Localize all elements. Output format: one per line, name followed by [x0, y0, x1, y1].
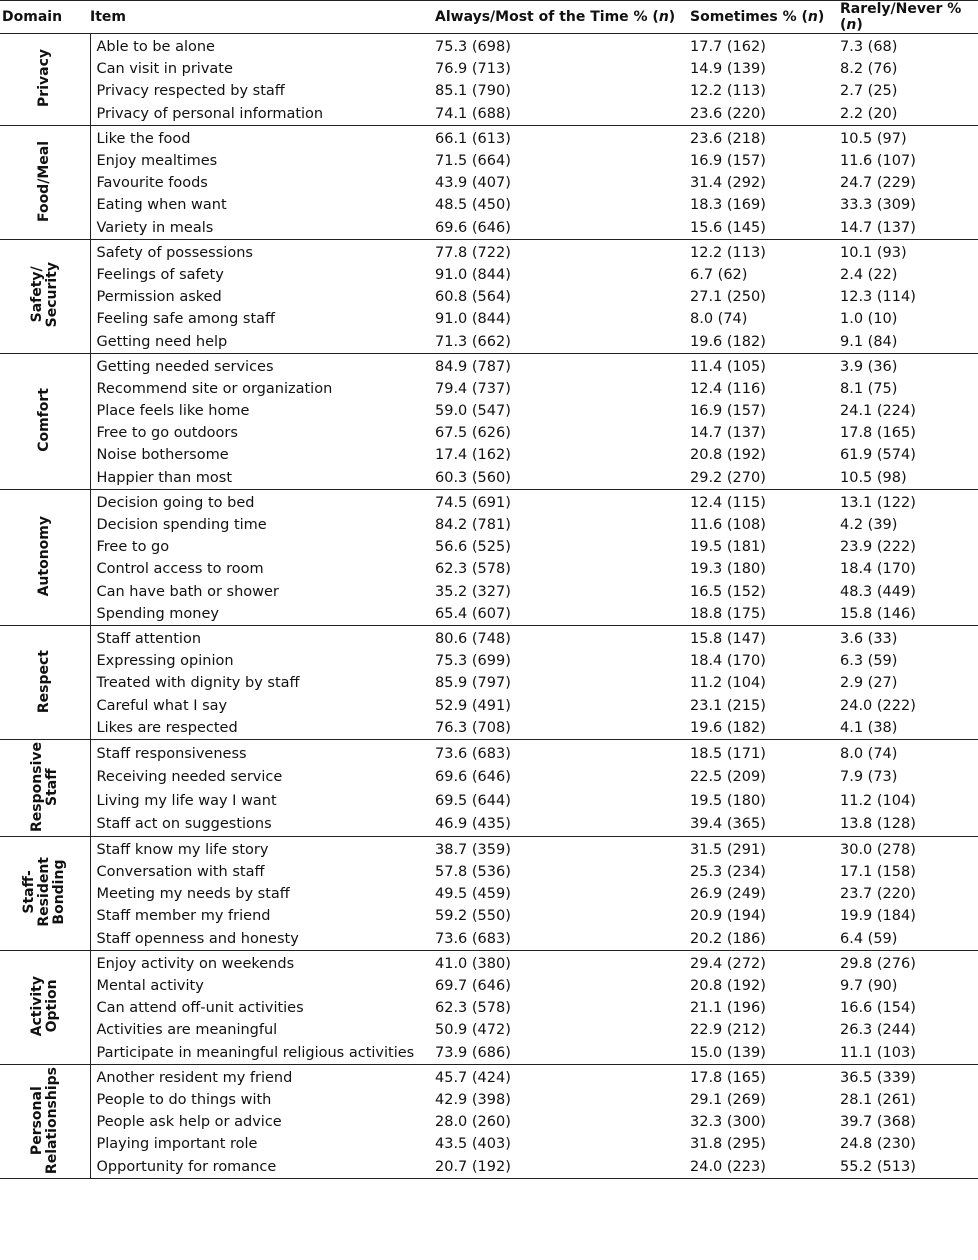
domain-cell: [0, 625, 90, 739]
rarely-cell: 24.8 (230): [840, 1136, 916, 1153]
table-row: [0, 286, 978, 308]
table-row: [0, 1111, 978, 1133]
table-row: [0, 378, 978, 400]
item-cell: People to do things with: [90, 1089, 435, 1111]
rarely-cell: 24.0 (222): [840, 697, 916, 714]
rarely-cell: 10.1 (93): [840, 244, 907, 261]
rarely-cell: 8.1 (75): [840, 380, 898, 397]
domain-label: Responsive Staff: [28, 741, 60, 832]
always-cell: 84.9 (787): [435, 358, 511, 375]
always-cell: 65.4 (607): [435, 603, 690, 626]
sometimes-cell: 20.8 (192): [690, 447, 766, 464]
item-cell: Receiving needed service: [90, 765, 435, 788]
item-cell: Activities are meaningful: [90, 1019, 435, 1041]
sometimes-cell: 12.2 (113): [690, 83, 766, 100]
always-cell: 35.2 (327): [435, 583, 511, 600]
always-cell: 91.0 (844): [435, 266, 511, 283]
rarely-cell: 2.4 (22): [840, 266, 898, 283]
rarely-cell: 24.7 (229): [840, 175, 916, 192]
table-row: [0, 103, 978, 126]
rarely-cell: 39.7 (368): [840, 1114, 916, 1131]
domain-cell: [0, 489, 90, 625]
domain-label: Staff- Resident Bonding: [21, 857, 68, 928]
rarely-cell: 30.0 (278): [840, 841, 916, 858]
table-row: [0, 330, 978, 353]
table-row: [0, 400, 978, 422]
always-cell: 48.5 (450): [435, 197, 511, 214]
always-cell: 62.3 (578): [435, 561, 511, 578]
always-cell: 59.2 (550): [435, 908, 511, 925]
sometimes-cell: 15.0 (139): [690, 1041, 840, 1064]
domain-cell: [0, 125, 90, 239]
always-cell: 41.0 (380): [435, 955, 511, 972]
table-row: [0, 975, 978, 997]
sometimes-cell: 22.5 (209): [690, 769, 766, 786]
always-cell: 69.6 (646): [435, 769, 511, 786]
sometimes-cell: 19.5 (181): [690, 539, 766, 556]
rarely-cell: 23.7 (220): [840, 886, 916, 903]
item-cell: Favourite foods: [90, 172, 435, 194]
rarely-cell: 55.2 (513): [840, 1155, 978, 1178]
rarely-cell: 29.8 (276): [840, 955, 916, 972]
sometimes-cell: 31.5 (291): [690, 841, 766, 858]
rarely-cell: 11.1 (103): [840, 1041, 978, 1064]
sometimes-cell: 14.7 (137): [690, 425, 766, 442]
rarely-cell: 23.9 (222): [840, 539, 916, 556]
domain-cell: [0, 836, 90, 950]
domain-label: Personal Relationships: [28, 1066, 60, 1174]
item-cell: Decision going to bed: [90, 489, 435, 514]
sometimes-cell: 29.1 (269): [690, 1091, 766, 1108]
table-row: [0, 997, 978, 1019]
sometimes-cell: 18.5 (171): [690, 745, 766, 762]
always-cell: 76.9 (713): [435, 61, 511, 78]
item-cell: Noise bothersome: [90, 444, 435, 466]
rarely-cell: 15.8 (146): [840, 603, 978, 626]
sometimes-cell: 18.3 (169): [690, 197, 766, 214]
rarely-cell: 6.4 (59): [840, 928, 978, 951]
table-row: [0, 812, 978, 836]
sometimes-cell: 18.4 (170): [690, 653, 766, 670]
item-cell: Recommend site or organization: [90, 378, 435, 400]
header-close-paren: ): [817, 9, 825, 25]
always-cell: 71.3 (662): [435, 330, 690, 353]
always-cell: 69.6 (646): [435, 217, 690, 240]
table-row: [0, 928, 978, 951]
always-cell: 17.4 (162): [435, 447, 511, 464]
rarely-cell: 7.9 (73): [840, 769, 898, 786]
always-cell: 77.8 (722): [435, 244, 511, 261]
table-row: [0, 125, 978, 150]
always-cell: 59.0 (547): [435, 403, 511, 420]
always-cell: 80.6 (748): [435, 630, 511, 647]
item-cell: Able to be alone: [90, 34, 435, 59]
sometimes-cell: 29.2 (270): [690, 467, 840, 490]
table-row: [0, 239, 978, 264]
item-cell: People ask help or advice: [90, 1111, 435, 1133]
sometimes-cell: 22.9 (212): [690, 1022, 766, 1039]
always-cell: 73.6 (683): [435, 745, 511, 762]
rarely-cell: 61.9 (574): [840, 447, 916, 464]
table-row: [0, 80, 978, 102]
table-row: [0, 150, 978, 172]
sometimes-cell: 17.8 (165): [690, 1069, 766, 1086]
sometimes-cell: 20.8 (192): [690, 978, 766, 994]
header-row: [0, 1, 978, 34]
sometimes-cell: 21.1 (196): [690, 1000, 766, 1017]
domain-cell: [0, 353, 90, 489]
item-cell: Playing important role: [90, 1133, 435, 1155]
always-cell: 62.3 (578): [435, 1000, 511, 1017]
always-cell: 74.1 (688): [435, 103, 690, 126]
rarely-cell: 3.6 (33): [840, 630, 898, 647]
always-cell: 76.3 (708): [435, 717, 690, 740]
domain-label: Respect: [36, 649, 53, 713]
table-row: [0, 905, 978, 927]
item-cell: Decision spending time: [90, 514, 435, 536]
always-cell: 52.9 (491): [435, 697, 511, 714]
table-row: [0, 58, 978, 80]
item-cell: Privacy respected by staff: [90, 80, 435, 102]
rarely-cell: 2.2 (20): [840, 103, 978, 126]
rarely-cell: 10.5 (97): [840, 130, 907, 147]
table-row: [0, 1133, 978, 1155]
always-cell: 71.5 (664): [435, 153, 511, 170]
table-row: [0, 603, 978, 626]
table-row: [0, 489, 978, 514]
always-cell: 43.5 (403): [435, 1136, 511, 1153]
sometimes-cell: 23.1 (215): [690, 697, 766, 714]
sometimes-cell: 12.4 (116): [690, 380, 766, 397]
table-row: [0, 789, 978, 812]
sometimes-cell: 19.5 (180): [690, 792, 766, 809]
table-row: [0, 1019, 978, 1041]
header-n: n: [846, 17, 857, 33]
table-row: [0, 1089, 978, 1111]
always-cell: 79.4 (737): [435, 380, 511, 397]
item-cell: Opportunity for romance: [90, 1155, 435, 1178]
table-row: [0, 717, 978, 740]
table-row: [0, 739, 978, 765]
always-cell: 50.9 (472): [435, 1022, 511, 1039]
sometimes-cell: 6.7 (62): [690, 266, 748, 283]
table-row: [0, 1064, 978, 1089]
rarely-cell: 33.3 (309): [840, 197, 916, 214]
sometimes-cell: 32.3 (300): [690, 1114, 766, 1131]
item-cell: Free to go: [90, 536, 435, 558]
always-cell: 38.7 (359): [435, 841, 511, 858]
item-cell: Variety in meals: [90, 217, 435, 240]
table-body: [0, 34, 978, 1179]
item-cell: Place feels like home: [90, 400, 435, 422]
domain-cell: [0, 239, 90, 353]
item-cell: Mental activity: [90, 975, 435, 997]
rarely-cell: 28.1 (261): [840, 1091, 916, 1108]
always-cell: 75.3 (699): [435, 653, 511, 670]
sometimes-cell: 15.8 (147): [690, 630, 766, 647]
item-cell: Can visit in private: [90, 58, 435, 80]
item-cell: Another resident my friend: [90, 1064, 435, 1089]
rarely-cell: 16.6 (154): [840, 1000, 916, 1017]
table-row: [0, 650, 978, 672]
sometimes-cell: 11.4 (105): [690, 358, 766, 375]
sometimes-cell: 24.0 (223): [690, 1155, 840, 1178]
always-cell: 20.7 (192): [435, 1155, 690, 1178]
header-always-label: Always/Most of the Time % (: [435, 9, 659, 25]
sometimes-cell: 14.9 (139): [690, 61, 766, 78]
item-cell: Can attend off-unit activities: [90, 997, 435, 1019]
rarely-cell: 8.0 (74): [840, 745, 898, 762]
table-row: [0, 581, 978, 603]
sometimes-cell: 19.3 (180): [690, 561, 766, 578]
table-row: [0, 694, 978, 716]
item-cell: Staff know my life story: [90, 836, 435, 861]
domain-label: Safety/ Security: [28, 262, 60, 328]
item-cell: Permission asked: [90, 286, 435, 308]
item-cell: Staff openness and honesty: [90, 928, 435, 951]
always-cell: 85.1 (790): [435, 83, 511, 100]
domain-cell: [0, 1064, 90, 1178]
always-cell: 56.6 (525): [435, 539, 511, 556]
sometimes-cell: 26.9 (249): [690, 886, 766, 903]
sometimes-cell: 17.7 (162): [690, 39, 766, 56]
header-close-paren: ): [856, 17, 863, 33]
sometimes-cell: 27.1 (250): [690, 289, 766, 306]
table-row: [0, 514, 978, 536]
table-row: [0, 950, 978, 975]
rarely-cell: 19.9 (184): [840, 908, 916, 925]
item-cell: Staff act on suggestions: [90, 812, 435, 836]
sometimes-cell: 18.8 (175): [690, 603, 840, 626]
table-row: [0, 194, 978, 216]
sometimes-cell: 31.4 (292): [690, 175, 766, 192]
rarely-cell: 13.1 (122): [840, 494, 916, 511]
always-cell: 74.5 (691): [435, 494, 511, 511]
item-cell: Living my life way I want: [90, 789, 435, 812]
item-cell: Control access to room: [90, 558, 435, 580]
item-cell: Participate in meaningful religious activities: [90, 1041, 435, 1064]
item-cell: Feeling safe among staff: [90, 308, 435, 330]
always-cell: 67.5 (626): [435, 425, 511, 442]
sometimes-cell: 23.6 (218): [690, 130, 766, 147]
domain-cell: [0, 739, 90, 836]
rarely-cell: 24.1 (224): [840, 403, 916, 420]
rarely-cell: 17.8 (165): [840, 425, 916, 442]
domain-label: Autonomy: [36, 516, 53, 597]
header-close-paren: ): [668, 9, 676, 25]
item-cell: Staff attention: [90, 625, 435, 650]
domain-cell: [0, 950, 90, 1064]
rarely-cell: 8.2 (76): [840, 61, 898, 78]
item-cell: Staff responsiveness: [90, 739, 435, 765]
rarely-cell: 9.7 (90): [840, 978, 898, 994]
item-cell: Getting needed services: [90, 353, 435, 378]
rarely-cell: 2.7 (25): [840, 83, 898, 100]
domain-label: Comfort: [36, 388, 53, 453]
rarely-cell: 10.5 (98): [840, 467, 978, 490]
table-row: [0, 625, 978, 650]
table-row: [0, 34, 978, 59]
item-cell: Careful what I say: [90, 694, 435, 716]
sometimes-cell: 8.0 (74): [690, 311, 748, 328]
always-cell: 60.8 (564): [435, 289, 511, 306]
table-row: [0, 861, 978, 883]
sometimes-cell: 20.2 (186): [690, 928, 840, 951]
always-cell: 28.0 (260): [435, 1114, 511, 1131]
item-cell: Safety of possessions: [90, 239, 435, 264]
table-row: [0, 1041, 978, 1064]
rarely-cell: 11.6 (107): [840, 153, 916, 170]
table-row: [0, 836, 978, 861]
header-always: [435, 1, 690, 34]
rarely-cell: 4.1 (38): [840, 717, 978, 740]
sometimes-cell: 25.3 (234): [690, 864, 766, 881]
item-cell: Staff member my friend: [90, 905, 435, 927]
rarely-cell: 7.3 (68): [840, 39, 898, 56]
sometimes-cell: 39.4 (365): [690, 812, 840, 836]
domain-cell: [0, 34, 90, 126]
rarely-cell: 4.2 (39): [840, 517, 898, 534]
table-row: [0, 765, 978, 788]
table-row: [0, 558, 978, 580]
item-cell: Free to go outdoors: [90, 422, 435, 444]
always-cell: 66.1 (613): [435, 130, 511, 147]
domain-label: Activity Option: [28, 976, 60, 1037]
always-cell: 45.7 (424): [435, 1069, 511, 1086]
always-cell: 73.6 (683): [435, 928, 690, 951]
table-row: [0, 672, 978, 694]
always-cell: 69.5 (644): [435, 792, 511, 809]
sometimes-cell: 23.6 (220): [690, 103, 840, 126]
rarely-cell: 3.9 (36): [840, 358, 898, 375]
sometimes-cell: 19.6 (182): [690, 717, 840, 740]
rarely-cell: 18.4 (170): [840, 561, 916, 578]
item-cell: Meeting my needs by staff: [90, 883, 435, 905]
sometimes-cell: 20.9 (194): [690, 908, 766, 925]
sometimes-cell: 15.6 (145): [690, 217, 840, 240]
item-cell: Happier than most: [90, 467, 435, 490]
always-cell: 75.3 (698): [435, 39, 511, 56]
rarely-cell: 17.1 (158): [840, 864, 916, 881]
header-sometimes: [690, 1, 840, 34]
table-row: [0, 172, 978, 194]
domain-label: Food/Meal: [36, 140, 53, 222]
always-cell: 42.9 (398): [435, 1091, 511, 1108]
sometimes-cell: 16.9 (157): [690, 403, 766, 420]
item-cell: Enjoy mealtimes: [90, 150, 435, 172]
header-item: Item: [90, 1, 435, 34]
sometimes-cell: 11.2 (104): [690, 675, 766, 692]
table-row: [0, 883, 978, 905]
rarely-cell: 2.9 (27): [840, 675, 898, 692]
sometimes-cell: 31.8 (295): [690, 1136, 766, 1153]
header-sometimes-label: Sometimes % (: [690, 9, 808, 25]
table-row: [0, 467, 978, 490]
always-cell: 60.3 (560): [435, 467, 690, 490]
always-cell: 69.7 (646): [435, 978, 511, 994]
table-row: [0, 536, 978, 558]
domain-label: Privacy: [36, 49, 53, 108]
item-cell: Enjoy activity on weekends: [90, 950, 435, 975]
table-row: [0, 217, 978, 240]
always-cell: 85.9 (797): [435, 675, 511, 692]
item-cell: Expressing opinion: [90, 650, 435, 672]
table-row: [0, 444, 978, 466]
sometimes-cell: 19.6 (182): [690, 330, 840, 353]
header-domain: Domain: [0, 1, 90, 34]
sometimes-cell: 16.5 (152): [690, 583, 766, 600]
always-cell: 91.0 (844): [435, 311, 511, 328]
rarely-cell: 13.8 (128): [840, 812, 978, 836]
always-cell: 46.9 (435): [435, 812, 690, 836]
always-cell: 73.9 (686): [435, 1041, 690, 1064]
always-cell: 84.2 (781): [435, 517, 511, 534]
table-row: [0, 353, 978, 378]
rarely-cell: 9.1 (84): [840, 330, 978, 353]
item-cell: Eating when want: [90, 194, 435, 216]
table-row: [0, 308, 978, 330]
header-rarely-label: Rarely/Never % (: [840, 1, 962, 33]
rarely-cell: 6.3 (59): [840, 653, 898, 670]
sometimes-cell: 12.4 (115): [690, 494, 766, 511]
item-cell: Treated with dignity by staff: [90, 672, 435, 694]
item-cell: Like the food: [90, 125, 435, 150]
rarely-cell: 1.0 (10): [840, 311, 898, 328]
item-cell: Conversation with staff: [90, 861, 435, 883]
sometimes-cell: 16.9 (157): [690, 153, 766, 170]
table-row: [0, 264, 978, 286]
table-row: [0, 422, 978, 444]
rarely-cell: 12.3 (114): [840, 289, 916, 306]
sometimes-cell: 11.6 (108): [690, 517, 766, 534]
rarely-cell: 36.5 (339): [840, 1069, 916, 1086]
item-cell: Feelings of safety: [90, 264, 435, 286]
header-n: n: [658, 9, 669, 25]
always-cell: 43.9 (407): [435, 175, 511, 192]
header-n: n: [807, 9, 818, 25]
item-cell: Getting need help: [90, 330, 435, 353]
rarely-cell: 11.2 (104): [840, 792, 916, 809]
table-row: [0, 1155, 978, 1178]
rarely-cell: 14.7 (137): [840, 217, 978, 240]
always-cell: 57.8 (536): [435, 864, 511, 881]
rarely-cell: 26.3 (244): [840, 1022, 916, 1039]
item-cell: Likes are respected: [90, 717, 435, 740]
sometimes-cell: 12.2 (113): [690, 244, 766, 261]
always-cell: 49.5 (459): [435, 886, 511, 903]
sometimes-cell: 29.4 (272): [690, 955, 766, 972]
item-cell: Privacy of personal information: [90, 103, 435, 126]
item-cell: Spending money: [90, 603, 435, 626]
header-rarely: [840, 1, 978, 34]
item-cell: Can have bath or shower: [90, 581, 435, 603]
rarely-cell: 48.3 (449): [840, 583, 916, 600]
